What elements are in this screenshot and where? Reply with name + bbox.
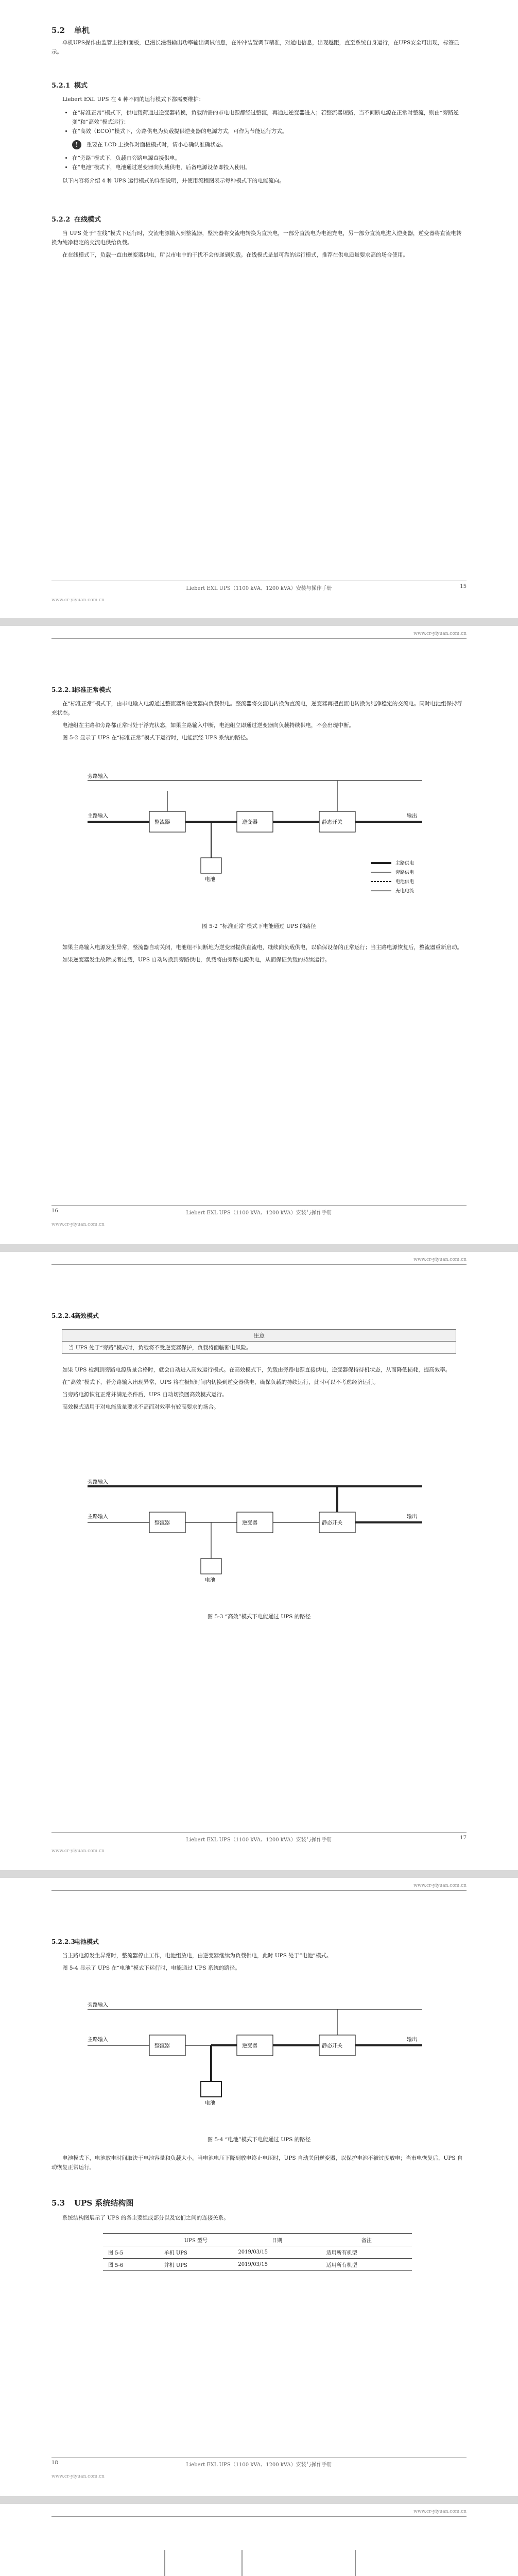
svg-text:输出: 输出: [407, 2037, 417, 2043]
section-5-2-2-1: 5.2.2.1标准正常模式 在“标准正常”模式下，由市电输入电源通过整流器和逆变器向负载供电。整流器将交流电转换为直流电，逆变器再把直流电转换为纯净稳定的交流电。同时电池组保持浮充状态。 电池组在主路和旁路都正常时处于浮充状态，如果主路输入中断，电池组立即通过逆变器向负载持续供电，不会出现中断。 图 5-2 显示了 UPS 在“标准正常”模式下运行时，电能流经 UPS 系统的路径。: [51, 686, 463, 741]
svg-text:电池: 电池: [205, 877, 215, 883]
svg-text:输出: 输出: [407, 1514, 417, 1520]
svg-text:旁路输入: 旁路输入: [88, 2003, 108, 2008]
svg-text:静态开关: 静态开关: [322, 820, 342, 825]
svg-text:主路输入: 主路输入: [88, 814, 108, 819]
figure-5-4-diagram: [82, 1994, 443, 2128]
figure-5-3-diagram: [82, 1471, 443, 1605]
section-5-2-2-3: 5.2.2.3电池模式 当主路电源发生异常时，整流器停止工作，电池组放电，由逆变器继续为负载供电，此时 UPS 处于“电池”模式。 图 5-4 显示了 UPS 在“电池”模式下运行时，电能通过 UPS 系统的路径。: [51, 1938, 332, 1971]
important-note: ! 重要在 LCD 上操作对面板模式时，请小心确认准确状态。: [51, 140, 467, 149]
list-item: • 在“高效（ECO）”模式下，旁路供电为负载提供逆变器的电源方式，可作为节能运行方式。: [72, 127, 467, 136]
section-5-2-2: 5.2.2 在线模式 当 UPS 处于“在线”模式下运行时，交流电源输入到整流器，整流器将交流电转换为直流电，一部分直流电为电池充电，另一部分直流电进入逆变器，逆变器将直流电转换为纯净稳定的交流电供给负载。 在在线模式下，负载一直由逆变器供电，所以市电中的干扰不会传递到负载。在线模式是最可靠的运行模式，推荐在供电质量要求高的场合使用。: [51, 216, 462, 258]
svg-text:静态开关: 静态开关: [322, 1520, 342, 1526]
svg-text:电池: 电池: [205, 1578, 215, 1583]
svg-text:电池供电: 电池供电: [395, 879, 415, 885]
svg-text:旁路输入: 旁路输入: [88, 1480, 108, 1485]
list-item: • 在“标准正常”模式下，供电载荷通过逆变器转换，负载所需的市电电源都经过整流，再通过逆变器进入；若整流器短路，当不间断电源在正常时整流，则由“旁路逆变”和“高效”模式运行：: [72, 108, 467, 127]
svg-text:充电电流: 充电电流: [395, 889, 415, 894]
svg-text:整流器: 整流器: [154, 1520, 170, 1526]
battery-box: [201, 858, 221, 873]
section-title: 5.2 单机: [51, 26, 90, 35]
section-5-3: 5.3 UPS 系统结构图 系统结构图展示了 UPS 的各主要组成部分以及它们之间的连接关系。: [51, 2198, 229, 2221]
important-icon: !: [72, 140, 81, 149]
figure-5-5-single-line-diagram: [88, 2550, 427, 2576]
svg-text:逆变器: 逆变器: [242, 2043, 257, 2049]
list-item: • 在“旁路”模式下，负载由旁路电源直接供电。: [72, 154, 467, 163]
svg-text:逆变器: 逆变器: [242, 1520, 257, 1526]
svg-text:主路供电: 主路供电: [395, 861, 415, 866]
mode-list: [51, 108, 467, 136]
intro-text: 单机UPS操作由监管主控和面板，已漫长漫漫输出功率输出调试信息，在冲冲装置调节精准，对通电信息，出现越距，直至系统自身运行，在UPS安全可出现，标签显示。: [51, 40, 459, 55]
page-header: www.cr-yiyuan.com.cn: [51, 1883, 467, 1888]
svg-text:整流器: 整流器: [154, 820, 170, 825]
svg-text:旁路供电: 旁路供电: [395, 870, 415, 875]
svg-text:整流器: 整流器: [154, 2043, 170, 2049]
svg-text:旁路输入: 旁路输入: [88, 774, 108, 779]
figure-caption: 图 5-2 “标准正常”模式下电能通过 UPS 的路径: [202, 923, 316, 929]
page-header: www.cr-yiyuan.com.cn: [51, 631, 467, 636]
diagram-index-table: UPS 型号 日期 备注 图 5-5 单机 UPS 2019/03/15 适用所有机型 图 5-6 并机 UPS 2019/03/15 适用所有机型: [103, 2233, 412, 2271]
section-5-2: [51, 25, 467, 36]
svg-text:主路输入: 主路输入: [88, 2037, 108, 2043]
section-5-2-2-4: 5.2.2.4高效模式: [51, 1312, 99, 1319]
svg-text:静态开关: 静态开关: [322, 2043, 342, 2049]
legend: [371, 860, 414, 894]
svg-text:电池: 电池: [205, 2100, 215, 2106]
svg-text:逆变器: 逆变器: [242, 820, 257, 825]
svg-text:输出: 输出: [407, 814, 417, 819]
table-row: 图 5-6 并机 UPS 2019/03/15 适用所有机型: [103, 2259, 412, 2271]
figure-5-2-diagram: [82, 760, 443, 914]
caution-box: 注意 当 UPS 处于“旁路”模式时，负载将不受逆变器保护，负载将面临断电风险。: [62, 1329, 456, 1354]
page-header: www.cr-yiyuan.com.cn: [51, 2509, 467, 2514]
table-row: 图 5-5 单机 UPS 2019/03/15 适用所有机型: [103, 2246, 412, 2259]
section-5-2-1: 5.2.1 模式 Liebert EXL UPS 在 4 种不同的运行模式下都需要维护： • 在“标准正常”模式下，供电载荷通过逆变器转换，负载所需的市电电源都经过整流，再通过逆变器进入；若整流器短路，当不间断电源在正常时整流，则由“旁路逆变”和“高效”模式运行： • 在“高效（ECO）”模式下，旁路供电为负载提供逆变器的电源方式，可作为节能运行方式。 ! 重要在 LCD 上操作对面板模式时，请小心确认准确状态。 • 在“旁路”模式下，负载由旁路电源直接供电。 • 在“电池”模式下，电池通过逆变器向负载供电，后备电源设备即投入使用。 以下内容将介绍 4 种 UPS 运行模式的详细说明，并使用流程图表示每种模式下的电能流向。: [51, 80, 467, 185]
figure-caption: 图 5-4 “电池”模式下电能通过 UPS 的路径: [207, 2137, 311, 2143]
list-item: • 在“电池”模式下，电池通过逆变器向负载供电，后备电源设备即投入使用。: [72, 163, 467, 172]
figure-caption: 图 5-3 “高效”模式下电能通过 UPS 的路径: [207, 1614, 311, 1620]
svg-text:主路输入: 主路输入: [88, 1514, 108, 1520]
page-header: www.cr-yiyuan.com.cn: [51, 1257, 467, 1262]
